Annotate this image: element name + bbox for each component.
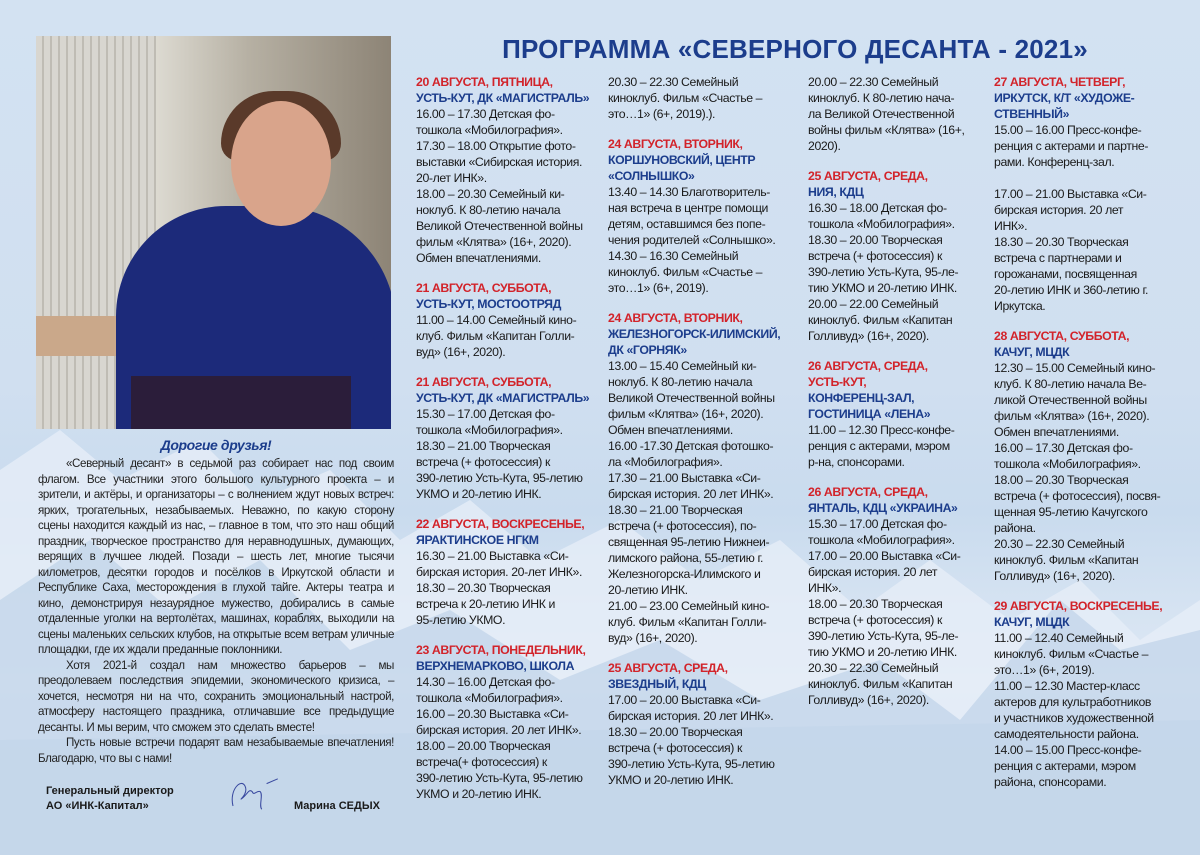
event-place: ЖЕЛЕЗНОГОРСК-ИЛИМСКИЙ, ДК «ГОРНЯК»	[608, 327, 781, 357]
event-date: 26 АВГУСТА, СРЕДА, УСТЬ-КУТ,	[808, 359, 928, 389]
event-details: 15.30 – 17.00 Детская фо- тошкола «Мобилография». 18.30 – 21.00 Творческая встреча (+ фотосессия) к 390-летию Усть-Кута, 95-летию УКМО и 20-летию ИНК.	[416, 407, 583, 501]
schedule-event	[416, 374, 604, 502]
schedule-event	[994, 598, 1182, 790]
event-date: 21 АВГУСТА, СУББОТА,	[416, 281, 552, 295]
event-place: КАЧУГ, МЦДК	[994, 345, 1070, 359]
event-place: ВЕРХНЕМАРКОВО, ШКОЛА	[416, 659, 575, 673]
event-date: 25 АВГУСТА, СРЕДА,	[608, 661, 728, 675]
signer-title: Генеральный директор	[46, 785, 174, 797]
event-date: 25 АВГУСТА, СРЕДА,	[808, 169, 928, 183]
schedule-event	[808, 484, 996, 708]
event-place: УСТЬ-КУТ, ДК «МАГИСТРАЛЬ»	[416, 391, 590, 405]
schedule-event	[994, 74, 1182, 314]
event-date: 28 АВГУСТА, СУББОТА,	[994, 329, 1130, 343]
event-details: 11.00 – 14.00 Семейный кино- клуб. Фильм «Капитан Голли- вуд» (16+, 2020).	[416, 313, 577, 359]
schedule-event	[608, 660, 796, 788]
schedule-event	[808, 74, 996, 154]
event-details: 16.30 – 21.00 Выставка «Си- бирская история. 20-лет ИНК». 18.30 – 20.30 Творческая встреча к 20-летию ИНК и 95-летию УКМО.	[416, 549, 582, 627]
event-place: ЗВЕЗДНЫЙ, КДЦ	[608, 677, 706, 691]
event-details: 20.30 – 22.30 Семейный киноклуб. Фильм «Счастье – это…1» (6+, 2019).).	[608, 75, 763, 121]
event-place: КОНФЕРЕНЦ-ЗАЛ, ГОСТИНИЦА «ЛЕНА»	[808, 391, 931, 421]
event-date: 24 АВГУСТА, ВТОРНИК,	[608, 311, 743, 325]
event-date: 29 АВГУСТА, ВОСКРЕСЕНЬЕ,	[994, 599, 1163, 613]
event-place: УСТЬ-КУТ, ДК «МАГИСТРАЛЬ»	[416, 91, 590, 105]
event-place: КОРШУНОВСКИЙ, ЦЕНТР «СОЛНЫШКО»	[608, 153, 756, 183]
event-details: 12.30 – 15.00 Семейный кино- клуб. К 80-летию начала Ве- ликой Отечественной войны фильм «Клятва» (16+, 2020). Обмен впечатлениями. 16.00 – 17.30 Детская фо- тошкола «Мобилография». 18.00 – 20.30 Творческая встреча (+ фотосессия), посвя- щенная 95-летию Качугского района. 20.30 – 22.30 Семейный киноклуб. Фильм «Капитан Голливуд» (16+, 2020).	[994, 361, 1161, 583]
schedule-event	[608, 74, 796, 122]
schedule-event	[416, 280, 604, 360]
event-date: 20 АВГУСТА, ПЯТНИЦА,	[416, 75, 553, 89]
event-place: НИЯ, КДЦ	[808, 185, 864, 199]
schedule-column	[994, 74, 1182, 804]
letter-paragraph: «Северный десант» в седьмой раз собирает нас под своим флагом. Все участники этого большого культурного проекта – и зрители, и актёры, и организаторы – с волнением ждут новых встреч: ярких, трогательных, незабываемых. Неважно, по какую сторону сцены находится каждый из нас, – главное в том, что это наш общий праздник, творческое пространство для неравнодушных, думающих, верящих в лучшее людей. Позади – шесть лет, многие тысячи километров, десятки городов и посёлков в Иркутской области и Республике Саха, месторождения в глухой тайге. Актеры театра и кино, демонстрируя незаурядное мужество, добирались в самые отдаленные уголки на вертолётах, машинах, кораблях, выходили на сцены маленьких сельских клубов, на открытые всем ветрам уличные площадки, где их ждали преданные поклонники.	[38, 457, 394, 656]
event-details: 16.30 – 18.00 Детская фо- тошкола «Мобилография». 18.30 – 20.00 Творческая встреча (+ фотосессия) к 390-летию Усть-Кута, 95-ле- тию УКМО и 20-летию ИНК. 20.00 – 22.00 Семейный киноклуб. Фильм «Капитан Голливуд» (16+, 2020).	[808, 201, 959, 343]
schedule-event	[608, 310, 796, 646]
event-details: 15.00 – 16.00 Пресс-конфе- ренция с актерами и партне- рами. Конференц-зал. 17.00 – 21.00 Выставка «Си- бирская история. 20 лет ИНК». 18.30 – 20.30 Творческая встреча с партнерами и горожанами, посвященная 20-летию ИНК и 360-летию г. Иркутска.	[994, 123, 1149, 313]
signer-name: Марина СЕДЫХ	[294, 800, 380, 812]
event-details: 14.30 – 16.00 Детская фо- тошкола «Мобилография». 16.00 – 20.30 Выставка «Си- бирская история. 20 лет ИНК». 18.00 – 20.00 Творческая встреча(+ фотосессия) к 390-летию Усть-Кута, 95-летию УКМО и 20-летию ИНК.	[416, 675, 583, 801]
event-date: 24 АВГУСТА, ВТОРНИК,	[608, 137, 743, 151]
event-date: 26 АВГУСТА, СРЕДА,	[808, 485, 928, 499]
event-details: 13.40 – 14.30 Благотворитель- ная встреча в центре помощи детям, оставшимся без попе- чения родителей «Солнышко». 14.30 – 16.30 Семейный киноклуб. Фильм «Счастье – это…1» (6+, 2019).	[608, 185, 776, 295]
event-details: 11.00 – 12.40 Семейный киноклуб. Фильм «Счастье – это…1» (6+, 2019). 11.00 – 12.30 Мастер-класс актеров для культработников и участников художественной самодеятельности района. 14.00 – 15.00 Пресс-конфе- ренция с актерами, мэром района, спонсорами.	[994, 631, 1154, 789]
schedule-event	[416, 74, 604, 266]
greeting-letter	[38, 436, 394, 766]
event-date: 22 АВГУСТА, ВОСКРЕСЕНЬЕ,	[416, 517, 585, 531]
event-place: УСТЬ-КУТ, МОСТООТРЯД	[416, 297, 561, 311]
event-place: ЯНТАЛЬ, КДЦ «УКРАИНА»	[808, 501, 958, 515]
event-date: 21 АВГУСТА, СУББОТА,	[416, 375, 552, 389]
schedule-event	[416, 516, 604, 628]
event-details: 20.00 – 22.30 Семейный киноклуб. К 80-летию нача- ла Великой Отечественной войны фильм «Клятва» (16+, 2020).	[808, 75, 965, 153]
event-details: 15.30 – 17.00 Детская фо- тошкола «Мобилография». 17.00 – 20.00 Выставка «Си- бирская история. 20 лет ИНК». 18.00 – 20.30 Творческая встреча (+ фотосессия) к 390-летию Усть-Кута, 95-ле- тию УКМО и 20-летию ИНК. 20.30 – 22.30 Семейный киноклуб. Фильм «Капитан Голливуд» (16+, 2020).	[808, 517, 961, 707]
letter-paragraph: Пусть новые встречи подарят вам незабываемые впечатления! Благодарю, что вы с нами!	[38, 736, 394, 765]
letter-block	[38, 436, 394, 814]
letter-paragraph: Хотя 2021-й создал нам множество барьеров – мы преодолеваем последствия эпидемии, экономического кризиса, – хочется, несмотря ни на что, сохранить эмоциональный настрой, атмосферу настоящего праздника, отличавшие все предыдущие десанты. И мы верим, что сможем это сделать вместе!	[38, 658, 394, 734]
event-date: 27 АВГУСТА, ЧЕТВЕРГ,	[994, 75, 1126, 89]
schedule-event	[808, 358, 996, 470]
schedule-event	[608, 136, 796, 296]
signer-company: АО «ИНК-Капитал»	[46, 800, 149, 812]
event-date: 23 АВГУСТА, ПОНЕДЕЛЬНИК,	[416, 643, 586, 657]
signature-row	[38, 774, 394, 814]
schedule-column	[608, 74, 796, 802]
page-title: ПРОГРАММА «СЕВЕРНОГО ДЕСАНТА - 2021»	[502, 34, 1088, 64]
schedule-event	[416, 642, 604, 802]
schedule-column	[808, 74, 996, 722]
letter-heading: Дорогие друзья!	[160, 437, 272, 453]
event-place: ИРКУТСК, К/Т «ХУДОЖЕ- СТВЕННЫЙ»	[994, 91, 1135, 121]
signature-image	[218, 774, 288, 814]
event-place: ЯРАКТИНСКОЕ НГКМ	[416, 533, 539, 547]
schedule-column	[416, 74, 604, 816]
event-place: КАЧУГ, МЦДК	[994, 615, 1070, 629]
signer-position	[38, 784, 218, 814]
event-details: 11.00 – 12.30 Пресс-конфе- ренция с актерами, мэром р-на, спонсорами.	[808, 423, 955, 469]
event-details: 17.00 – 20.00 Выставка «Си- бирская история. 20 лет ИНК». 18.30 – 20.00 Творческая встреча (+ фотосессия) к 390-летию Усть-Кута, 95-летию УКМО и 20-летию ИНК.	[608, 693, 775, 787]
event-details: 16.00 – 17.30 Детская фо- тошкола «Мобилография». 17.30 – 18.00 Открытие фото- выставки «Сибирская история. 20-лет ИНК». 18.00 – 20.30 Семейный ки- ноклуб. К 80-летию начала Великой Отечественной войны фильм «Клятва» (16+, 2020). Обмен впечатлениями.	[416, 107, 583, 265]
schedule-event	[994, 328, 1182, 584]
portrait-photo	[36, 36, 391, 429]
schedule-event	[808, 168, 996, 344]
event-details: 13.00 – 15.40 Семейный ки- ноклуб. К 80-летию начала Великой Отечественной войны фильм «Клятва» (16+, 2020). Обмен впечатлениями. 16.00 -17.30 Детская фотошко- ла «Мобилография». 17.30 – 21.00 Выставка «Си- бирская история. 20 лет ИНК». 18.30 – 21.00 Творческая встреча (+ фотосессия), по- священная 95-летию Нижнеи- лимского района, 55-летию г. Железногорска-Илимского и 20-летию ИНК. 21.00 – 23.00 Семейный кино- клуб. Фильм «Капитан Голли- вуд» (16+, 2020).	[608, 359, 775, 645]
